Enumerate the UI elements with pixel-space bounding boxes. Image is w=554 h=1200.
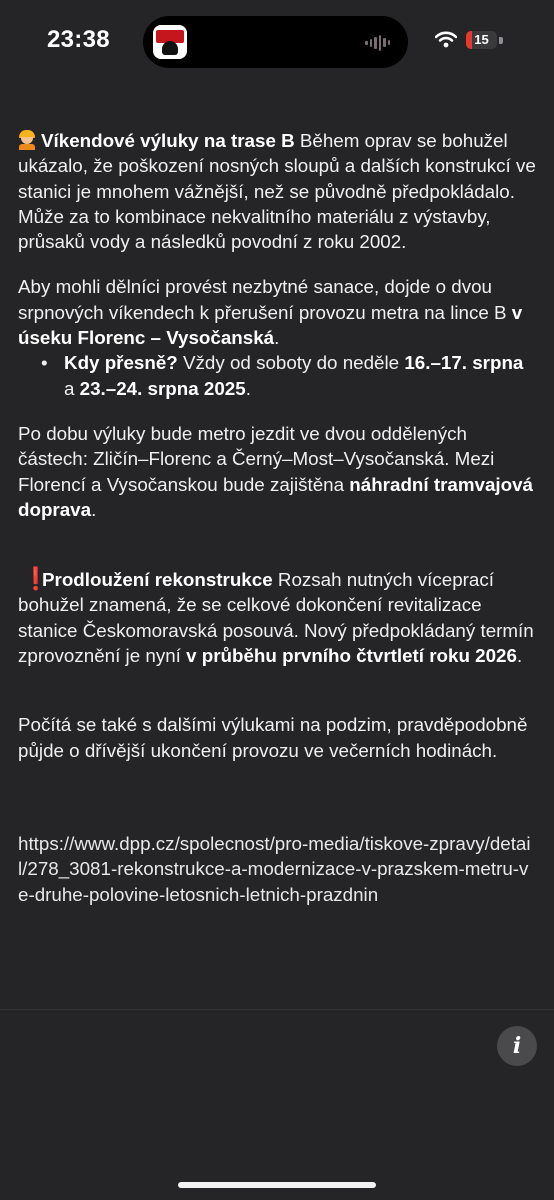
paragraph-sanace: Aby mohli dělníci provést nezbytné sanace, dojde o dvou srpnových víkendech k přerušení provozu metra na lince B v úseku Florenc – Vysočanská. xyxy=(18,276,523,349)
paragraph-prodlouzeni: ❗Prodloužení rekonstrukce Rozsah nutných víceprací bohužel znamená, že se celkové dokončení revitalizace stanice Českomoravská posouvá. Nový předpokládaný termín zprovoznění je nyní v průběhu prvního čtvrtletí roku 2026. xyxy=(18,566,534,667)
red-exclamation-icon: ❗ xyxy=(22,566,50,592)
info-button[interactable]: i xyxy=(497,1026,537,1066)
paragraph-vikendove-vyluky: Víkendové výluky na trase B Během oprav se bohužel ukázalo, že poškození nosných sloupů a dalších konstrukcí ve stanici je mnohem vážnější, než se původně předpokládalo. Může za to kombinace nekvalitního materiálu z výstavby, průsaků vody a následků povodní z roku 2002. xyxy=(18,130,536,253)
bullet: • xyxy=(41,352,48,374)
construction-worker-icon xyxy=(18,130,36,150)
heading-prodlouzeni: Prodloužení rekonstrukce xyxy=(42,569,273,591)
battery-level: 15 xyxy=(474,32,489,47)
dates-list xyxy=(18,350,538,401)
source-link[interactable]: https://www.dpp.cz/spolecnost/pro-media/tiskove-zpravy/detail/278_3081-rekonstrukce-a-modernizace-v-prazskem-metru-ve-druhe-polovine-letosnich-letnich-prazdnin xyxy=(18,832,531,905)
status-bar xyxy=(0,0,554,86)
heading-vikendove-vyluky: Víkendové výluky na trase B xyxy=(41,130,295,151)
waveform-icon xyxy=(365,34,395,50)
battery-tip xyxy=(499,37,503,44)
paragraph-nahradni-doprava: Po dobu výluky bude metro jezdit ve dvou oddělených částech: Zličín–Florenc a Černý–Most–Vysočanská. Mezi Florencí a Vysočanskou bude zajištěna náhradní tramvajová doprava. xyxy=(18,422,534,520)
wifi-icon xyxy=(435,31,457,48)
status-time: 23:38 xyxy=(47,26,110,53)
paragraph-dalsi-vyluky: Počítá se také s dalšími výlukami na podzim, pravděpodobně půjde o dřívější ukončení provozu ve večerních hodinách. xyxy=(18,714,528,761)
music-app-icon[interactable] xyxy=(153,25,187,59)
dynamic-island[interactable] xyxy=(143,16,408,68)
home-indicator[interactable] xyxy=(178,1182,376,1188)
article-body xyxy=(18,128,538,907)
list-item-dates: • Kdy přesně? Vždy od soboty do neděle 16.–17. srpna a 23.–24. srpna 2025. xyxy=(41,352,524,399)
battery-icon xyxy=(466,31,497,49)
divider xyxy=(0,1009,554,1010)
